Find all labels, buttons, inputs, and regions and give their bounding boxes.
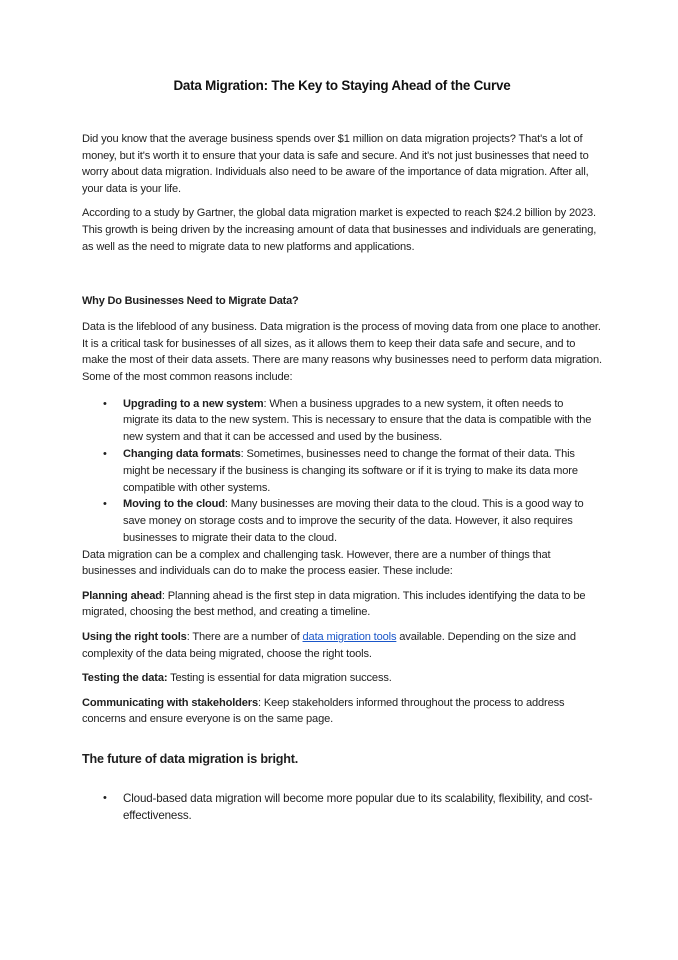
tip-text: available. Depending on the size and complexity of the data being migrated, choose the right tools.: [82, 631, 576, 660]
list-item: [82, 446, 602, 496]
list-item-label: Changing data formats: [123, 447, 241, 460]
list-item: [82, 396, 602, 446]
bullet-icon: •: [103, 397, 107, 410]
list-item-text: : Sometimes, businesses need to change the format of their data. This might be necessary if the business is changing its software or if it is trying to make its data more compatible with other systems.: [123, 447, 578, 494]
list-item-label: Moving to the cloud: [123, 498, 225, 511]
list-item-text: : When a business upgrades to a new system, it often needs to migrate its data to the new system. This is necessary to ensure that the data is compatible with the new system and that it can be accessed and used by the business.: [123, 397, 592, 444]
tip-planning: [82, 588, 602, 621]
tip-testing: [82, 670, 602, 687]
tip-text: : Planning ahead is the first step in data migration. This includes identifying the data to be migrated, choosing the best method, and creating a timeline.: [82, 589, 586, 619]
tip-communicating: [82, 695, 602, 728]
why-paragraph: Data is the lifeblood of any business. Data migration is the process of moving data from one place to another. It is a critical task for businesses of all sizes, as it allows them to keep their data safe and secure, and to make the most of their data assets. There are many reasons why businesses need to perform data migration. Some of the most common reasons include:: [82, 321, 602, 383]
document-title: Data Migration: The Key to Staying Ahead of the Curve: [173, 78, 511, 93]
bullet-icon: •: [103, 447, 107, 460]
tip-text: Testing is essential for data migration success.: [167, 672, 392, 685]
list-item-label: Upgrading to a new system: [123, 397, 264, 410]
list-item: [82, 496, 602, 546]
list-item-text: : Many businesses are moving their data to the cloud. This is a good way to save money on storage costs and to improve the security of the data. However, it also requires businesses to migrate their data to the cloud.: [123, 498, 584, 544]
tip-text: : There are a number of: [186, 631, 303, 644]
list-item-text: Cloud-based data migration will become more popular due to its scalability, flexibility, and cost-effectiveness.: [123, 792, 593, 823]
tip-text: : Keep stakeholders informed throughout the process to address concerns and ensure everyone is on the same page.: [82, 696, 565, 726]
tips-intro: Data migration can be a complex and challenging task. However, there are a number of things that businesses and individuals can do to make the process easier. These include:: [82, 548, 551, 578]
intro-paragraph-1: Did you know that the average business spends over $1 million on data migration projects? That's a lot of money, but it's worth it to ensure that your data is safe and secure. And it's not just businesses that need to worry about data migration. Individuals also need to be aware of the importance of data migration. After all, your data is your life.: [82, 133, 589, 195]
tip-label: Using the right tools: [82, 631, 187, 644]
tip-label: Communicating with stakeholders: [82, 696, 258, 709]
bullet-icon: •: [103, 498, 107, 511]
tip-label: Planning ahead: [82, 589, 162, 602]
tip-tools: [82, 629, 602, 662]
future-heading: The future of data migration is bright.: [82, 752, 299, 767]
tip-label: Testing the data:: [82, 672, 168, 685]
data-migration-tools-link[interactable]: data migration tools: [302, 631, 397, 644]
document-page: [82, 78, 602, 825]
intro-paragraph-2: According to a study by Gartner, the global data migration market is expected to reach $24.2 billion by 2023. This growth is being driven by the increasing amount of data that businesses and individuals are generating, as well as the need to migrate data to new platforms and applications.: [82, 207, 597, 253]
list-item: [82, 790, 602, 825]
bullet-icon: •: [103, 792, 107, 805]
why-heading: Why Do Businesses Need to Migrate Data?: [82, 295, 299, 308]
future-list: [82, 790, 602, 825]
reasons-list: [82, 396, 602, 547]
